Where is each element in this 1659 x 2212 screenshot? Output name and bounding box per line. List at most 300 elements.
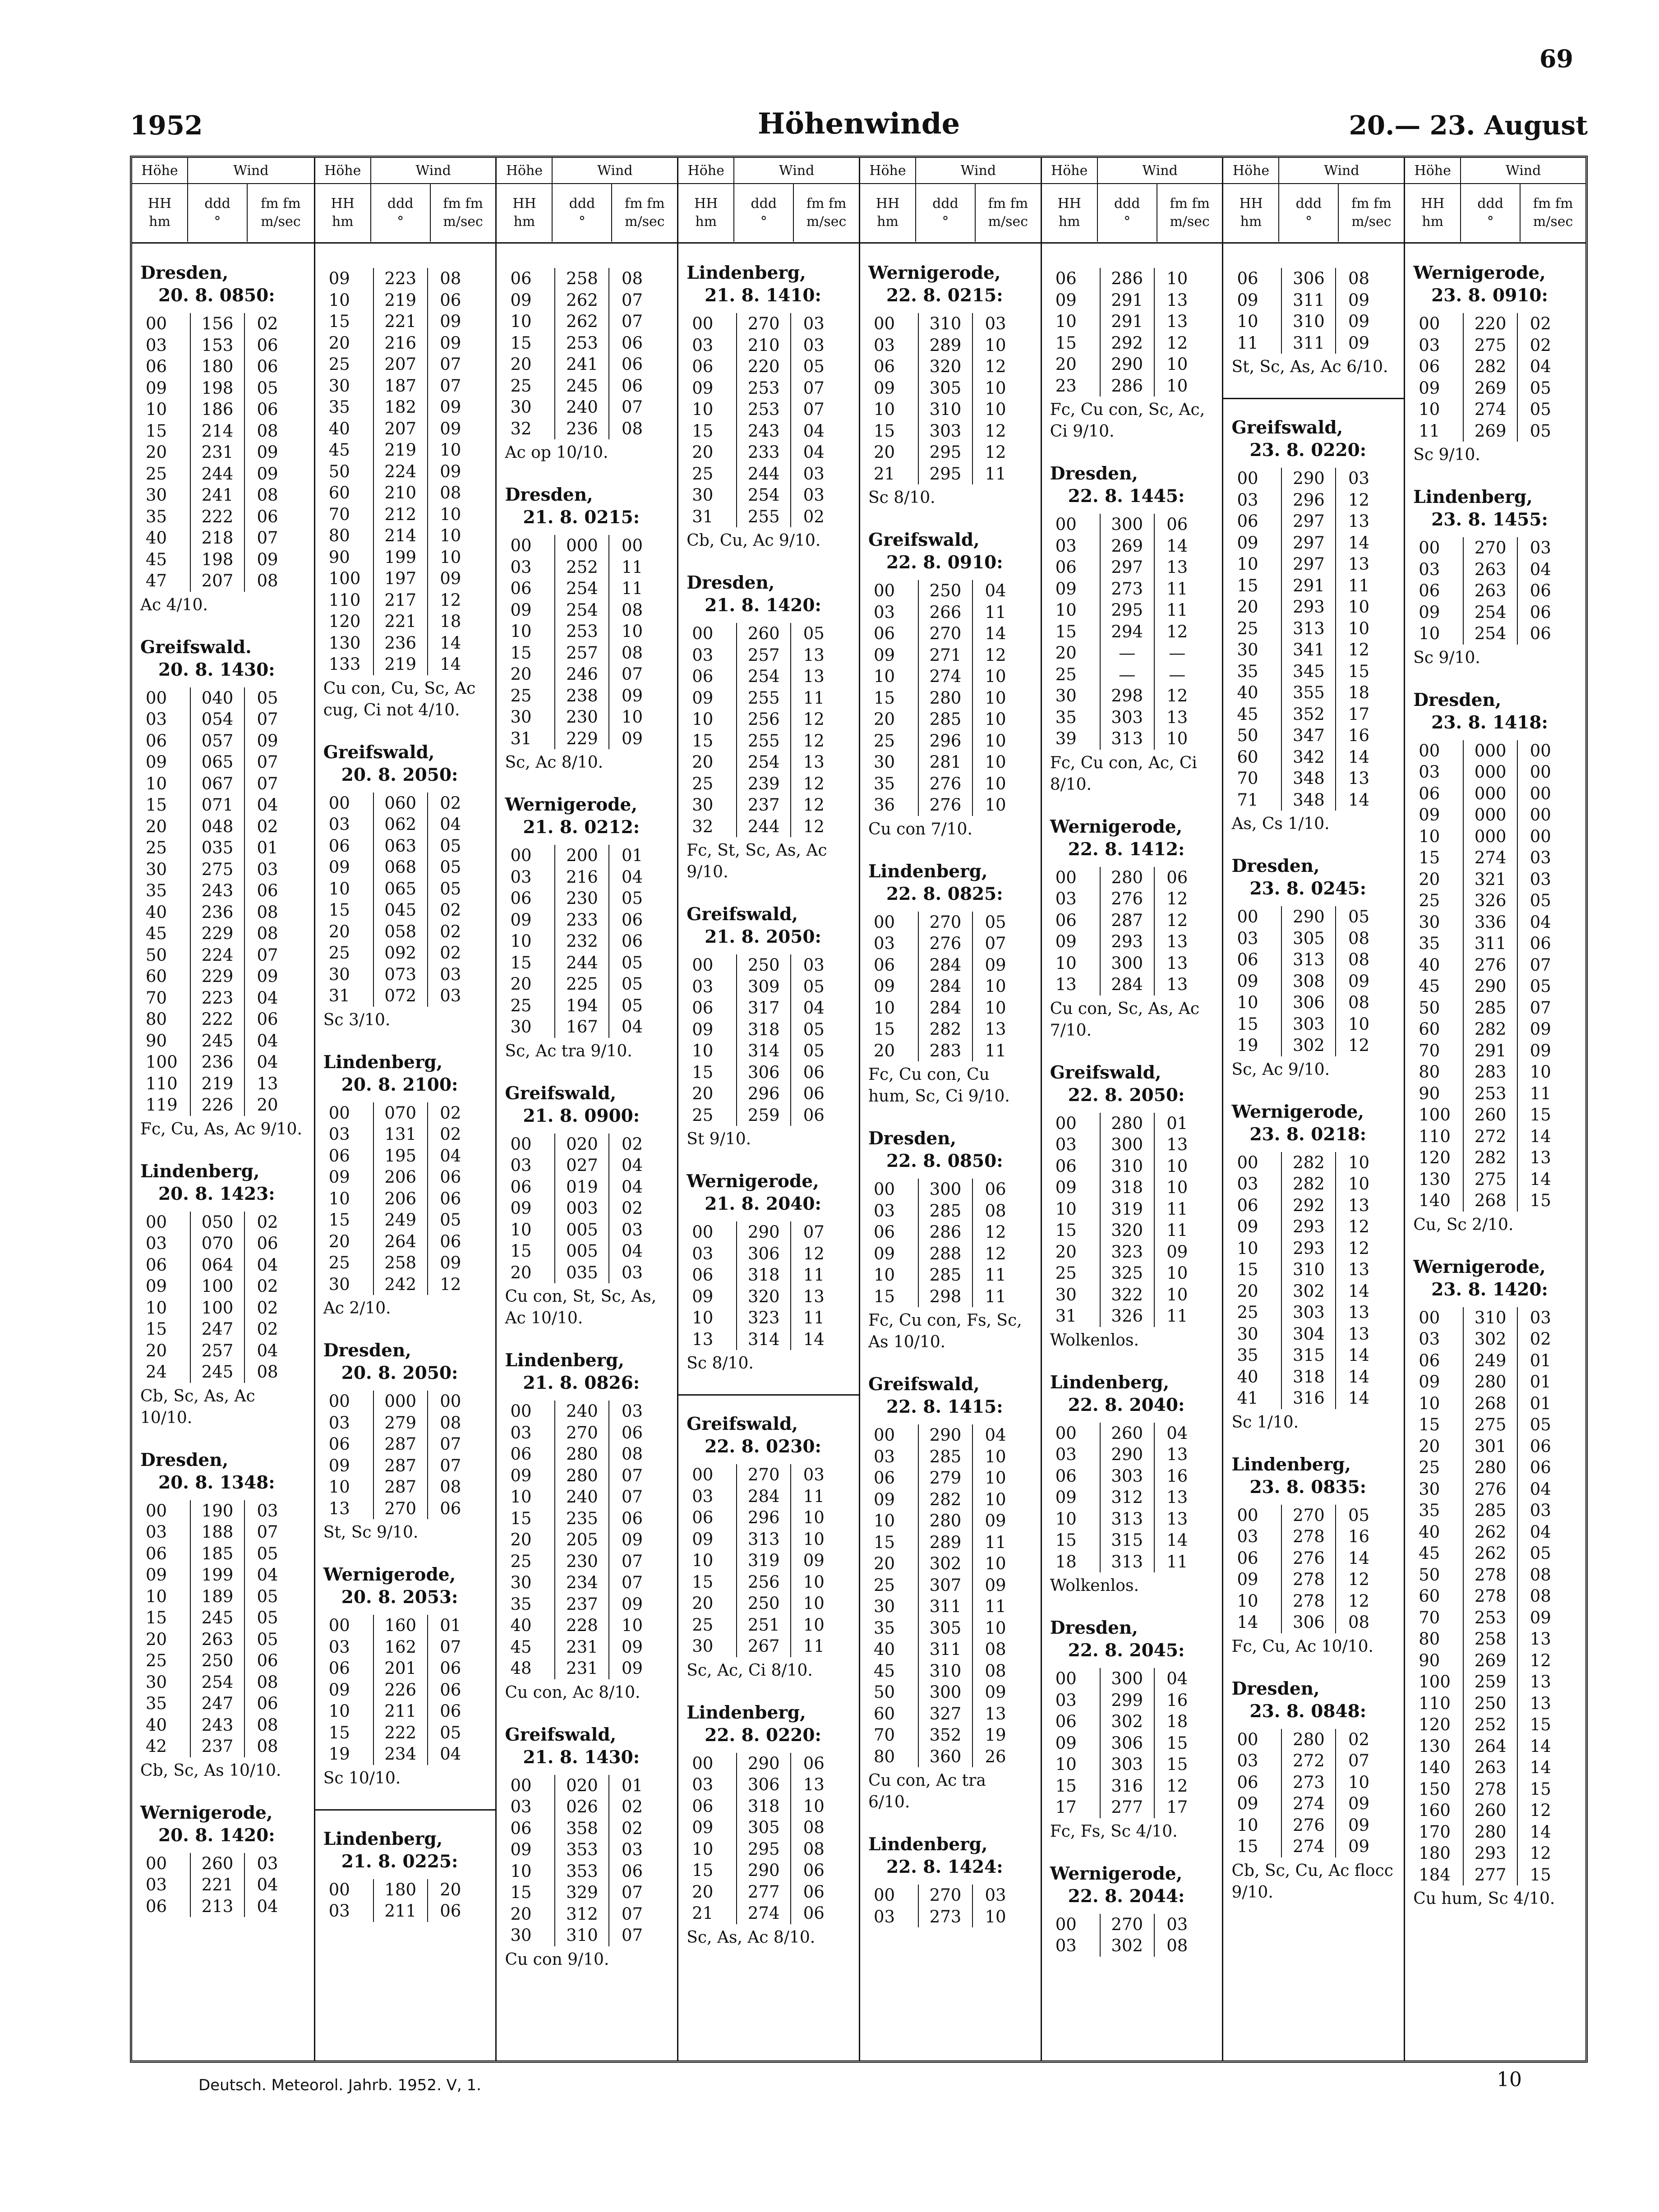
speed-cell: 03 [1530, 1501, 1551, 1520]
direction-cell: 258 [554, 268, 609, 290]
speed-cell: 12 [803, 795, 825, 815]
direction-cell: 313 [1281, 618, 1336, 640]
table-row [1050, 1711, 1214, 1733]
table-row [1413, 1018, 1577, 1040]
table-row [868, 1040, 1032, 1062]
height-cell: 10 [692, 1551, 714, 1570]
direction-cell: 313 [1281, 949, 1336, 971]
speed-cell: 09 [621, 728, 643, 748]
speed-cell: 12 [985, 1222, 1006, 1242]
station-name: Dresden, [1413, 689, 1502, 710]
height-cell: 10 [328, 879, 350, 899]
table-row [1050, 1444, 1214, 1465]
speed-cell: 05 [440, 857, 461, 877]
speed-cell: 04 [1530, 559, 1551, 579]
header-height: Höhe [132, 158, 188, 183]
table-row [687, 1753, 851, 1774]
height-cell: 10 [328, 1477, 350, 1497]
direction-cell: 300 [1100, 514, 1155, 535]
height-cell: 09 [328, 269, 350, 288]
speed-cell: 03 [440, 964, 461, 984]
data-rows [140, 687, 306, 1116]
direction-cell: 217 [373, 590, 428, 611]
header-unit: m/sec [625, 214, 665, 230]
footer-signature-number: 10 [1497, 2068, 1522, 2091]
height-cell: 100 [146, 1052, 178, 1072]
direction-cell: 296 [1281, 489, 1336, 511]
table-row [323, 439, 488, 461]
speed-cell: 12 [985, 442, 1006, 462]
direction-cell: 073 [373, 964, 428, 986]
height-cell: 30 [873, 752, 895, 772]
speed-cell: 12 [803, 816, 825, 836]
height-cell: 10 [692, 1041, 714, 1060]
observation-time: 22. 8. 2045: [1068, 1640, 1185, 1661]
table-row [868, 1510, 1032, 1532]
table-row [505, 268, 669, 290]
speed-cell: 06 [621, 1508, 643, 1528]
direction-cell: 185 [190, 1543, 245, 1565]
speed-cell: 11 [803, 688, 825, 708]
speed-cell: 01 [440, 1616, 461, 1635]
height-cell: 10 [1055, 953, 1077, 973]
height-cell: 09 [510, 290, 532, 310]
speed-cell: 07 [621, 397, 643, 417]
height-cell: 03 [1237, 1751, 1258, 1770]
table-row [1050, 1797, 1214, 1818]
station-name: Greifswald, [1050, 1062, 1161, 1083]
direction-cell: 035 [554, 1262, 609, 1284]
data-rows [1231, 268, 1396, 354]
cloud-note: Sc, Ac, Ci 8/10. [687, 1661, 813, 1680]
table-row [1413, 976, 1577, 997]
table-row [505, 1262, 669, 1284]
height-cell: 00 [1419, 538, 1440, 558]
data-rows [505, 535, 669, 749]
speed-cell: 10 [985, 1554, 1006, 1573]
height-cell: 00 [1055, 515, 1077, 534]
height-cell: 50 [146, 945, 167, 965]
direction-cell: 277 [1463, 1864, 1518, 1886]
direction-cell: 320 [918, 356, 973, 378]
direction-cell: 327 [918, 1703, 973, 1725]
header-wind: Wind [1142, 162, 1178, 179]
direction-cell: 283 [1463, 1061, 1518, 1083]
station-heading [140, 1449, 306, 1494]
height-cell: 13 [692, 1329, 714, 1349]
speed-cell: 01 [621, 1775, 643, 1795]
height-cell: 15 [510, 953, 532, 972]
speed-cell: 10 [985, 1907, 1006, 1926]
observation-time: 21. 8. 1430: [523, 1747, 640, 1768]
speed-cell: 04 [440, 1744, 461, 1764]
speed-cell: 05 [1530, 378, 1551, 398]
direction-cell: 100 [190, 1276, 245, 1297]
table-row [323, 1231, 488, 1253]
height-cell: 31 [510, 728, 532, 748]
direction-cell: 274 [1463, 399, 1518, 420]
speed-cell: 07 [621, 1573, 643, 1592]
table-row [323, 311, 488, 332]
direction-cell: 310 [1463, 1307, 1518, 1329]
table-row [323, 504, 488, 525]
table-row [687, 1329, 851, 1350]
speed-cell: 14 [1348, 1346, 1370, 1365]
height-cell: 10 [1419, 1393, 1440, 1413]
table-row [868, 356, 1032, 378]
speed-cell: 09 [257, 549, 278, 569]
direction-cell: 286 [1100, 375, 1155, 397]
direction-cell: 318 [1100, 1177, 1155, 1198]
table-row [687, 442, 851, 463]
speed-cell: 07 [440, 1456, 461, 1475]
speed-cell: 06 [257, 1694, 278, 1713]
table-row [505, 952, 669, 974]
speed-cell: 02 [440, 793, 461, 813]
speed-cell: 07 [621, 664, 643, 684]
height-cell: 20 [510, 664, 532, 684]
speed-cell: 07 [621, 1465, 643, 1485]
station-block [497, 1082, 677, 1330]
observation-time: 20. 8. 1420: [158, 1825, 275, 1846]
direction-cell: 275 [1463, 1414, 1518, 1436]
cloud-note: Sc 10/10. [323, 1769, 401, 1788]
speed-cell: 04 [257, 1052, 278, 1072]
cloud-note: Cu con, Sc, As, Ac 7/10. [1050, 999, 1200, 1040]
direction-cell: 221 [373, 311, 428, 332]
speed-cell: 08 [257, 571, 278, 590]
height-cell: 09 [1237, 1794, 1258, 1813]
height-cell: 10 [328, 290, 350, 310]
table-row [323, 461, 488, 483]
cloud-note: Fc, Cu con, Ac, Ci 8/10. [1050, 753, 1197, 794]
speed-cell: 04 [257, 1031, 278, 1051]
table-row [140, 794, 306, 816]
height-cell: 25 [146, 838, 167, 857]
table-row [1231, 906, 1396, 928]
height-cell: 20 [873, 1041, 895, 1060]
height-cell: 20 [692, 1594, 714, 1613]
station-name: Lindenberg, [687, 263, 806, 283]
table-row [323, 1455, 488, 1477]
table-row [323, 964, 488, 986]
direction-cell: 287 [373, 1433, 428, 1455]
height-cell: 03 [873, 602, 895, 622]
height-cell: 06 [1055, 1466, 1077, 1486]
direction-cell: 065 [190, 751, 245, 773]
speed-cell: 03 [803, 314, 825, 333]
data-rows [140, 1853, 306, 1917]
height-cell: 32 [510, 419, 532, 438]
table-row [1413, 559, 1577, 581]
table-row [687, 816, 851, 838]
speed-cell: 09 [1348, 1837, 1370, 1856]
height-cell: 06 [510, 1177, 532, 1197]
height-cell: 06 [328, 836, 350, 856]
observation-time: 23. 8. 0220: [1249, 440, 1367, 461]
station-heading [1413, 486, 1577, 531]
direction-cell: 260 [736, 623, 791, 645]
height-cell: 06 [510, 889, 532, 908]
height-cell: 30 [510, 1926, 532, 1945]
table-row [687, 1774, 851, 1796]
station-name: Dresden, [140, 263, 229, 283]
table-row [505, 1572, 669, 1594]
direction-cell: 254 [1463, 602, 1518, 623]
data-rows [323, 1615, 488, 1765]
height-cell: 09 [328, 1680, 350, 1700]
speed-cell: 13 [1348, 1195, 1370, 1215]
direction-cell: 291 [1281, 575, 1336, 597]
table-row [323, 1722, 488, 1744]
table-row [1050, 931, 1214, 953]
speed-cell: 10 [1166, 1285, 1188, 1304]
speed-cell: 02 [440, 1124, 461, 1144]
station-heading [323, 741, 488, 786]
station-name: Dresden, [140, 1449, 229, 1470]
speed-cell: 10 [1166, 1263, 1188, 1283]
table-row [323, 611, 488, 632]
height-cell: 06 [1237, 269, 1258, 288]
direction-cell: 255 [736, 506, 791, 528]
direction-cell: 270 [736, 313, 791, 335]
direction-cell: 221 [190, 1874, 245, 1896]
table-column [1404, 158, 1585, 2060]
speed-cell: 10 [985, 400, 1006, 419]
height-cell: 06 [328, 1146, 350, 1166]
direction-cell: 264 [373, 1231, 428, 1253]
direction-cell: 306 [1281, 992, 1336, 1014]
direction-cell: 258 [373, 1252, 428, 1274]
table-row [1231, 1195, 1396, 1217]
station-block [1042, 268, 1222, 442]
table-row [323, 354, 488, 375]
table-row [868, 1885, 1032, 1906]
station-name: Lindenberg, [323, 1051, 443, 1073]
table-row [505, 1903, 669, 1925]
direction-cell: 284 [736, 1486, 791, 1507]
direction-cell: 300 [918, 1682, 973, 1703]
table-row [140, 1361, 306, 1383]
direction-cell: 341 [1281, 639, 1336, 661]
speed-cell: 12 [1348, 1036, 1370, 1055]
direction-cell: 246 [554, 664, 609, 685]
direction-cell: 019 [554, 1176, 609, 1198]
table-row [1413, 1864, 1577, 1886]
direction-cell: 319 [1100, 1198, 1155, 1220]
station-block [1405, 1256, 1585, 1910]
station-name: Greifswald. [140, 636, 252, 658]
direction-cell: 216 [373, 332, 428, 354]
table-row [687, 1593, 851, 1614]
table-row [140, 1853, 306, 1875]
table-row [1231, 747, 1396, 768]
data-rows [505, 845, 669, 1038]
direction-cell: 270 [918, 623, 973, 645]
table-row [1413, 1821, 1577, 1843]
table-row [687, 666, 851, 687]
data-rows [868, 1885, 1032, 1927]
header-unit: m/sec [1351, 214, 1392, 230]
direction-cell: 287 [373, 1455, 428, 1477]
table-row [140, 1693, 306, 1714]
data-rows [505, 268, 669, 439]
direction-cell: 274 [736, 1903, 791, 1924]
height-cell: 25 [1419, 891, 1440, 910]
direction-cell: 320 [1100, 1220, 1155, 1241]
page-number: 69 [1539, 44, 1573, 73]
height-cell: 35 [146, 881, 167, 900]
direction-cell: 277 [1100, 1797, 1155, 1818]
direction-cell: 306 [736, 1062, 791, 1083]
speed-cell: 03 [621, 1220, 643, 1240]
table-row [140, 1564, 306, 1586]
direction-cell: 291 [1100, 290, 1155, 311]
direction-cell: 259 [1463, 1671, 1518, 1693]
header-hm: hm [1422, 214, 1444, 230]
table-row [505, 1155, 669, 1176]
table-row [1231, 949, 1396, 971]
data-rows [687, 623, 851, 837]
cloud-note: Cu con, St, Sc, As, Ac 10/10. [505, 1287, 657, 1327]
height-cell: 00 [873, 1425, 895, 1445]
direction-cell: 297 [1281, 532, 1336, 554]
direction-cell: 200 [554, 845, 609, 866]
height-cell: 10 [1055, 312, 1077, 331]
table-row [1413, 847, 1577, 869]
height-cell: 06 [146, 731, 167, 751]
header-height: Höhe [1223, 158, 1279, 183]
height-cell: 30 [692, 485, 714, 505]
speed-cell: 08 [257, 924, 278, 943]
table-row [505, 1818, 669, 1839]
height-cell: 06 [1055, 1156, 1077, 1176]
table-row [505, 1134, 669, 1155]
height-cell: 15 [146, 1319, 167, 1339]
direction-cell: 244 [190, 463, 245, 485]
station-heading [687, 262, 851, 307]
table-row [140, 1051, 306, 1073]
data-rows [1231, 906, 1396, 1056]
direction-cell: 057 [190, 730, 245, 752]
speed-cell: 00 [1530, 826, 1551, 846]
table-row [323, 418, 488, 440]
station-name: Lindenberg, [1413, 487, 1533, 507]
height-cell: 09 [1419, 805, 1440, 825]
speed-cell: 11 [985, 464, 1006, 484]
direction-cell: 189 [190, 1586, 245, 1608]
speed-cell: 14 [803, 1329, 825, 1349]
table-row [505, 557, 669, 578]
speed-cell: 06 [257, 400, 278, 419]
table-row [505, 1176, 669, 1198]
speed-cell: 02 [621, 1818, 643, 1838]
table-row [140, 751, 306, 773]
height-cell: 80 [1419, 1062, 1440, 1082]
speed-cell: 00 [1530, 783, 1551, 803]
height-cell: 15 [1237, 576, 1258, 595]
table-row [687, 751, 851, 773]
speed-cell: 03 [621, 1263, 643, 1282]
table-row [1413, 1521, 1577, 1543]
height-cell: 119 [146, 1095, 178, 1115]
column-body [497, 244, 677, 1971]
direction-cell: 254 [190, 1672, 245, 1693]
wind-table [130, 156, 1588, 2063]
direction-cell: 216 [554, 866, 609, 888]
direction-cell: 293 [1281, 1216, 1336, 1238]
direction-cell: 320 [736, 1286, 791, 1308]
table-row [1413, 580, 1577, 602]
table-row [687, 1221, 851, 1243]
speed-cell: 02 [1530, 1329, 1551, 1349]
table-row [1413, 1843, 1577, 1864]
speed-cell: 12 [803, 774, 825, 793]
direction-cell: 352 [1281, 704, 1336, 725]
height-cell: 21 [873, 464, 895, 484]
height-cell: 30 [1419, 912, 1440, 932]
height-cell: 50 [1419, 998, 1440, 1018]
table-row [323, 1102, 488, 1124]
table-row [505, 642, 669, 664]
station-heading [505, 1082, 669, 1127]
table-row [323, 985, 488, 1007]
table-row [1050, 1530, 1214, 1551]
speed-cell: 06 [621, 931, 643, 951]
table-row [140, 378, 306, 399]
speed-cell: 05 [1348, 1505, 1370, 1525]
station-block [497, 1724, 677, 1971]
direction-cell: 290 [736, 1753, 791, 1774]
table-row [323, 654, 488, 675]
block-separator [678, 1394, 859, 1396]
height-cell: 00 [873, 1180, 895, 1199]
speed-cell: 06 [803, 1062, 825, 1082]
height-cell: 00 [328, 1103, 350, 1123]
table-row [1413, 1061, 1577, 1083]
direction-cell: 180 [373, 1879, 428, 1901]
data-rows [1050, 867, 1214, 995]
speed-cell: 09 [985, 1682, 1006, 1702]
direction-cell: 306 [1100, 1733, 1155, 1754]
direction-cell: 312 [554, 1903, 609, 1925]
cloud-note: Sc, Ac tra 9/10. [505, 1041, 632, 1060]
direction-cell: 309 [736, 976, 791, 998]
direction-cell: 269 [1463, 1650, 1518, 1672]
table-row [1413, 420, 1577, 442]
table-row [1050, 1935, 1214, 1957]
height-cell: 03 [692, 1486, 714, 1506]
station-block [497, 793, 677, 1062]
speed-cell: 02 [1530, 335, 1551, 355]
table-row [687, 1019, 851, 1041]
direction-cell: 240 [554, 1401, 609, 1422]
station-heading [323, 1563, 488, 1608]
speed-cell: 01 [1530, 1350, 1551, 1370]
table-row [1050, 1733, 1214, 1754]
direction-cell: 275 [1463, 1169, 1518, 1190]
height-cell: 45 [1419, 1544, 1440, 1563]
table-row [140, 506, 306, 528]
speed-cell: 13 [985, 1019, 1006, 1039]
direction-cell: 266 [918, 602, 973, 623]
height-cell: 70 [873, 1725, 895, 1745]
data-rows [868, 313, 1032, 484]
table-row [1413, 783, 1577, 805]
height-cell: 20 [692, 1882, 714, 1902]
speed-cell: 08 [803, 1818, 825, 1837]
speed-cell: 12 [1166, 622, 1188, 641]
